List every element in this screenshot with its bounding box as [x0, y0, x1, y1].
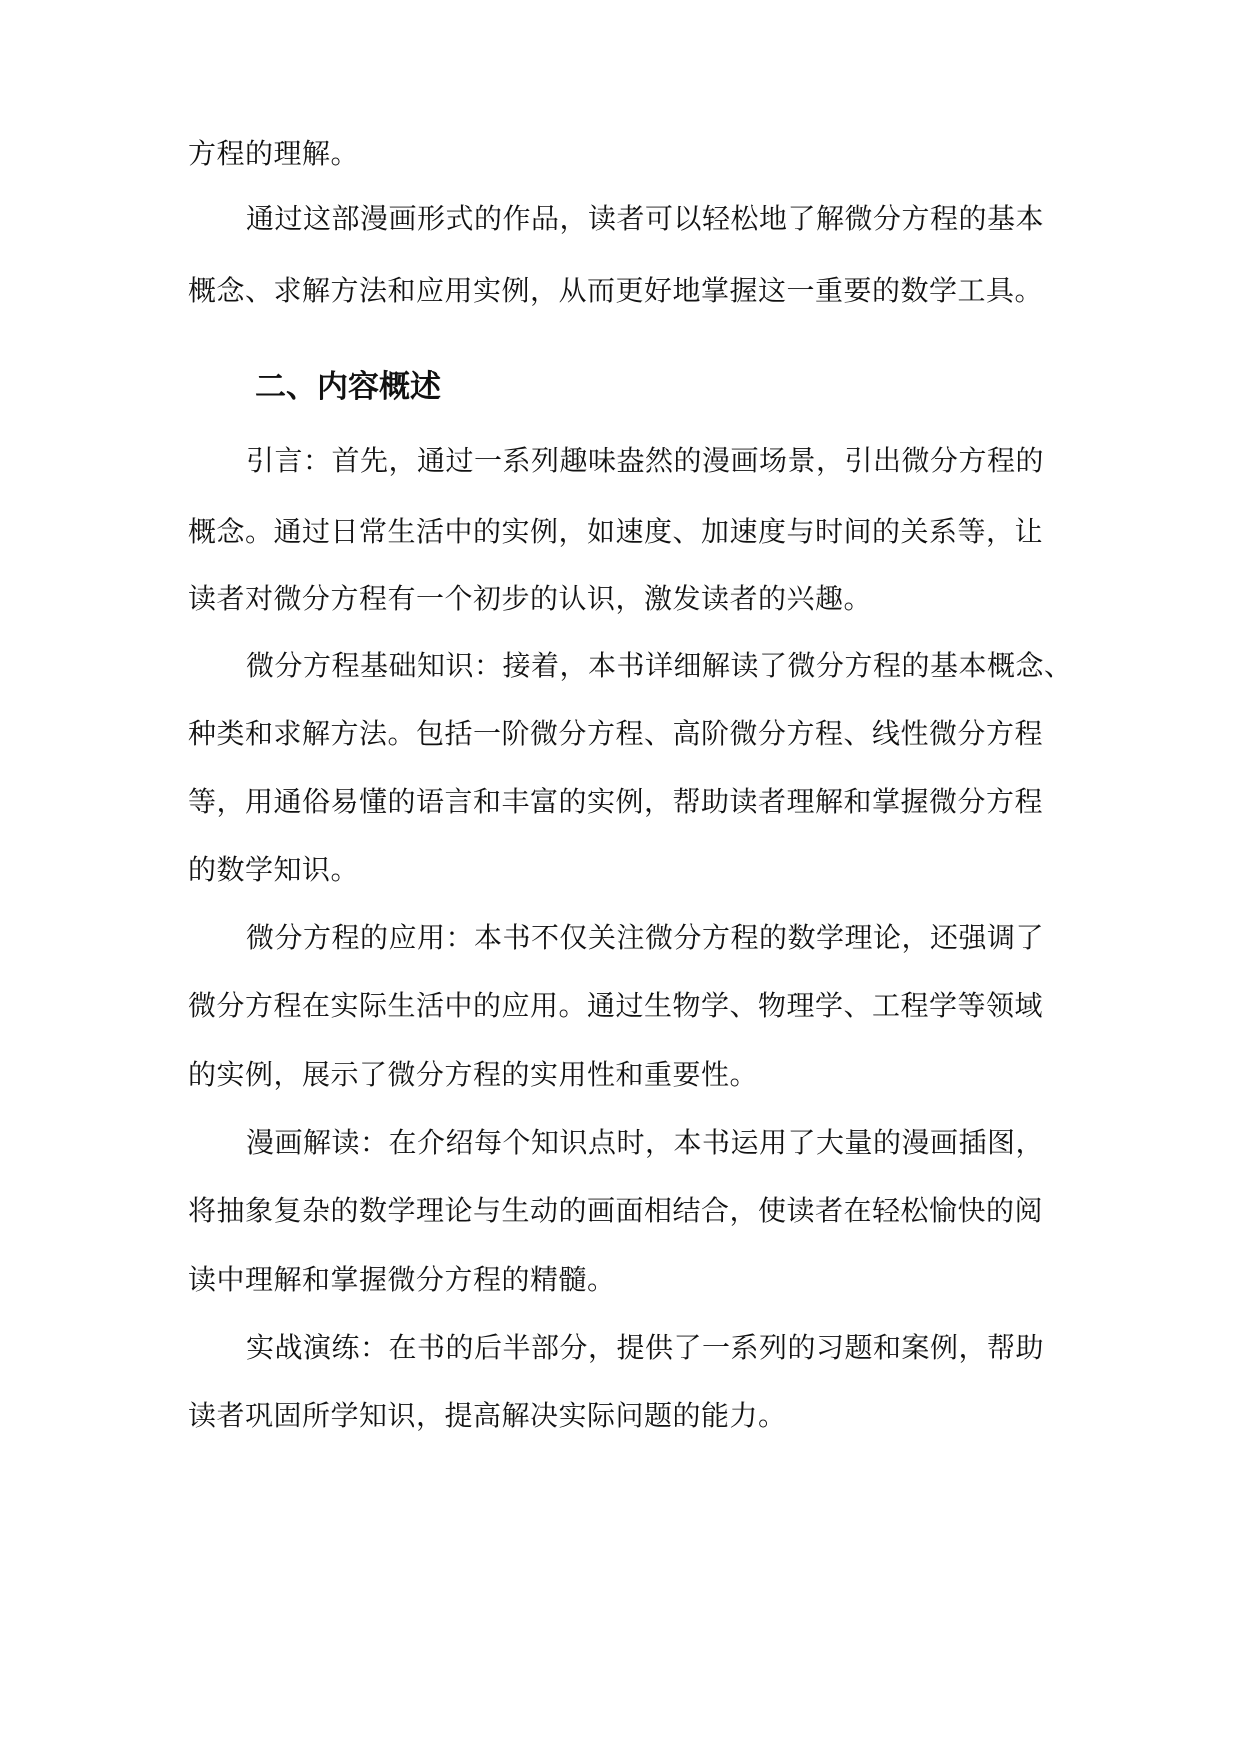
text-line: 漫画解读：在介绍每个知识点时，本书运用了大量的漫画插图，	[246, 1126, 1045, 1159]
text-line: 等，用通俗易懂的语言和丰富的实例，帮助读者理解和掌握微分方程	[188, 785, 1044, 818]
text-line: 引言：首先，通过一系列趣味盎然的漫画场景，引出微分方程的	[246, 444, 1045, 477]
text-line: 通过这部漫画形式的作品，读者可以轻松地了解微分方程的基本	[246, 202, 1045, 235]
text-line: 的数学知识。	[188, 853, 360, 886]
text-line: 方程的理解。	[188, 137, 360, 170]
text-line: 微分方程的应用：本书不仅关注微分方程的数学理论，还强调了	[246, 921, 1045, 954]
text-line: 概念、求解方法和应用实例，从而更好地掌握这一重要的数学工具。	[188, 274, 1044, 307]
section-heading: 二、内容概述	[255, 369, 441, 405]
text-line: 的实例，展示了微分方程的实用性和重要性。	[188, 1058, 759, 1091]
text-line: 微分方程在实际生活中的应用。通过生物学、物理学、工程学等领域	[188, 989, 1044, 1022]
text-line: 读中理解和掌握微分方程的精髓。	[188, 1263, 616, 1296]
text-line: 将抽象复杂的数学理论与生动的画面相结合，使读者在轻松愉快的阅	[188, 1194, 1044, 1227]
text-line: 读者巩固所学知识，提高解决实际问题的能力。	[188, 1399, 787, 1432]
text-line: 读者对微分方程有一个初步的认识，激发读者的兴趣。	[188, 582, 873, 615]
text-line: 微分方程基础知识：接着，本书详细解读了微分方程的基本概念、	[246, 649, 1073, 682]
text-line: 种类和求解方法。包括一阶微分方程、高阶微分方程、线性微分方程	[188, 717, 1044, 750]
text-line: 概念。通过日常生活中的实例，如速度、加速度与时间的关系等，让	[188, 515, 1044, 548]
text-line: 实战演练：在书的后半部分，提供了一系列的习题和案例，帮助	[246, 1331, 1045, 1364]
